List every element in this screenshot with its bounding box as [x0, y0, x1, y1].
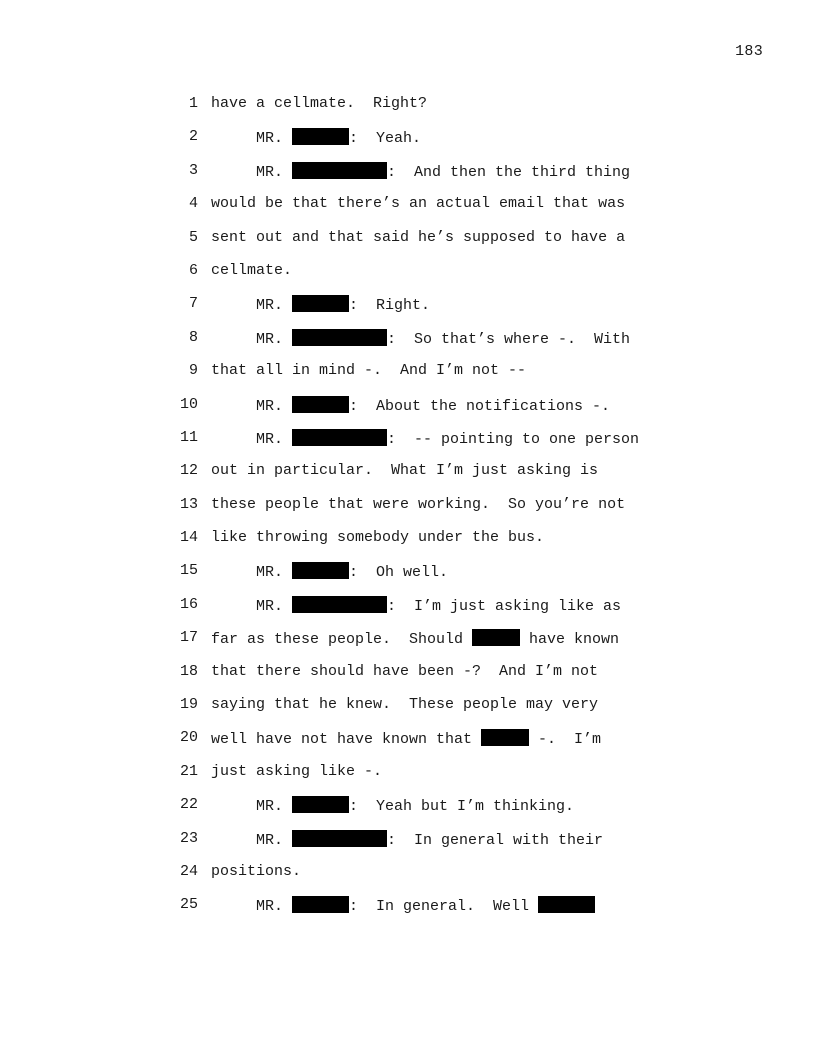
line-number: 20: [179, 729, 198, 747]
line-number: 19: [179, 696, 198, 714]
transcript-line: [170, 629, 690, 662]
text-segment: cellmate.: [211, 261, 293, 279]
transcript-line: [170, 696, 690, 729]
transcript-line: [170, 796, 690, 829]
redaction-box: [292, 128, 349, 145]
line-number: 25: [179, 896, 198, 914]
line-text: [211, 729, 601, 749]
text-segment: : Right.: [349, 297, 431, 315]
line-text: [211, 462, 598, 480]
transcript-body: [170, 95, 690, 930]
text-segment: MR.: [211, 798, 293, 816]
transcript-line: [170, 663, 690, 696]
line-text: [211, 128, 421, 148]
transcript-line: [170, 896, 690, 929]
redaction-box: [538, 896, 595, 913]
redaction-box: [292, 596, 387, 613]
text-segment: : Oh well.: [349, 564, 449, 582]
line-number: 8: [188, 328, 198, 346]
text-segment: MR.: [211, 597, 293, 615]
line-number: 12: [179, 462, 198, 480]
text-segment: : In general. Well: [349, 898, 539, 916]
text-segment: MR.: [211, 130, 293, 148]
line-text: [211, 195, 625, 213]
transcript-line: [170, 830, 690, 863]
line-text: [211, 863, 301, 881]
line-number: 21: [179, 762, 198, 780]
line-text: [211, 696, 598, 714]
line-number: 4: [188, 195, 198, 213]
line-number: 23: [179, 829, 198, 847]
transcript-line: [170, 396, 690, 429]
text-segment: like throwing somebody under the bus.: [211, 529, 545, 547]
text-segment: MR.: [211, 898, 293, 916]
line-text: [211, 763, 382, 781]
text-segment: MR.: [211, 397, 293, 415]
transcript-line: [170, 162, 690, 195]
line-number: 24: [179, 862, 198, 880]
text-segment: : And then the third thing: [387, 163, 631, 181]
text-segment: these people that were working. So you’re not: [211, 495, 626, 513]
text-segment: : Yeah.: [349, 130, 422, 148]
transcript-line: [170, 596, 690, 629]
line-text: [211, 362, 526, 380]
transcript-line: [170, 863, 690, 896]
redaction-box: [292, 162, 387, 179]
transcript-line: [170, 729, 690, 762]
line-number: 14: [179, 529, 198, 547]
text-segment: -. I’m: [529, 731, 602, 749]
line-number: 18: [179, 662, 198, 680]
line-text: [211, 596, 621, 616]
text-segment: have a cellmate. Right?: [211, 95, 428, 112]
text-segment: positions.: [211, 862, 302, 880]
text-segment: well have not have known that: [211, 731, 482, 749]
text-segment: out in particular. What I’m just asking is: [211, 462, 599, 480]
line-text: [211, 396, 610, 416]
redaction-box: [292, 329, 387, 346]
line-number: 6: [188, 261, 198, 279]
text-segment: : In general with their: [387, 831, 604, 849]
transcript-line: [170, 329, 690, 362]
transcript-line: [170, 763, 690, 796]
text-segment: : I’m just asking like as: [387, 597, 622, 615]
line-text: [211, 663, 598, 681]
line-text: [211, 95, 427, 113]
text-segment: MR.: [211, 297, 293, 315]
text-segment: : So that’s where -. With: [387, 330, 631, 348]
text-segment: MR.: [211, 163, 293, 181]
line-number: 17: [179, 629, 198, 647]
transcript-line: [170, 195, 690, 228]
transcript-line: [170, 95, 690, 128]
text-segment: that there should have been -? And I’m not: [211, 662, 599, 680]
transcript-line: [170, 229, 690, 262]
page-number: 183: [735, 43, 763, 60]
line-number: 5: [188, 228, 198, 246]
transcript-line: [170, 429, 690, 462]
line-number: 15: [179, 562, 198, 580]
line-text: [211, 229, 625, 247]
text-segment: saying that he knew. These people may very: [211, 696, 599, 714]
line-number: 13: [179, 495, 198, 513]
text-segment: : Yeah but I’m thinking.: [349, 798, 575, 816]
redaction-box: [292, 896, 349, 913]
transcript-line: [170, 562, 690, 595]
line-number: 22: [179, 796, 198, 814]
line-text: [211, 329, 630, 349]
text-segment: just asking like -.: [211, 762, 383, 780]
line-text: [211, 562, 448, 582]
transcript-line: [170, 529, 690, 562]
text-segment: MR.: [211, 430, 293, 448]
line-text: [211, 162, 630, 182]
redaction-box: [292, 429, 387, 446]
transcript-line: [170, 295, 690, 328]
line-text: [211, 830, 603, 850]
text-segment: have known: [520, 631, 620, 649]
redaction-box: [292, 830, 387, 847]
line-number: 2: [188, 128, 198, 146]
line-text: [211, 295, 430, 315]
line-number: 3: [188, 161, 198, 179]
line-number: 10: [179, 395, 198, 413]
line-text: [211, 262, 292, 280]
line-number: 9: [188, 362, 198, 380]
line-text: [211, 629, 619, 649]
transcript-line: [170, 262, 690, 295]
text-segment: : -- pointing to one person: [387, 430, 640, 448]
line-text: [211, 796, 574, 816]
redaction-box: [292, 295, 349, 312]
redaction-box: [292, 562, 349, 579]
line-text: [211, 496, 625, 514]
redaction-box: [292, 396, 349, 413]
line-number: 16: [179, 595, 198, 613]
line-number: 11: [179, 428, 198, 446]
text-segment: that all in mind -. And I’m not --: [211, 362, 527, 380]
text-segment: : About the notifications -.: [349, 397, 611, 415]
text-segment: would be that there’s an actual email that was: [211, 195, 626, 213]
redaction-box: [472, 629, 520, 646]
line-text: [211, 429, 639, 449]
line-text: [211, 896, 595, 916]
transcript-line: [170, 128, 690, 161]
line-number: 7: [188, 295, 198, 313]
line-text: [211, 529, 544, 547]
transcript-line: [170, 362, 690, 395]
text-segment: MR.: [211, 330, 293, 348]
text-segment: MR.: [211, 564, 293, 582]
text-segment: far as these people. Should: [211, 631, 473, 649]
text-segment: sent out and that said he’s supposed to have a: [211, 228, 626, 246]
redaction-box: [481, 729, 529, 746]
text-segment: MR.: [211, 831, 293, 849]
line-number: 1: [188, 95, 198, 112]
redaction-box: [292, 796, 349, 813]
transcript-line: [170, 496, 690, 529]
transcript-line: [170, 462, 690, 495]
